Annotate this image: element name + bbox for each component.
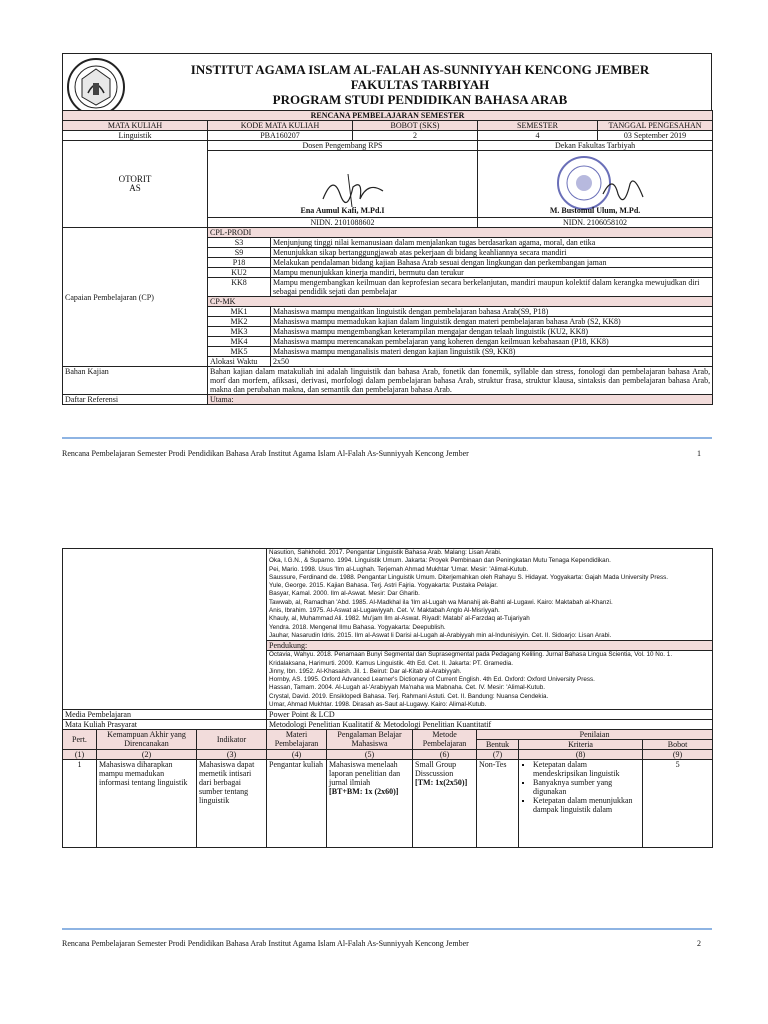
val-semester: 4 — [478, 131, 598, 141]
row-metode-time: [TM: 1x(2x50)] — [415, 778, 468, 788]
dekan-nidn: NIDN. 2106058102 — [478, 218, 713, 228]
col-num: (8) — [519, 750, 643, 760]
otoritas-label: OTORITAS — [63, 141, 208, 228]
rps-title: RENCANA PEMBELAJARAN SEMESTER — [63, 111, 713, 121]
reference-item: Kridalaksana, Harimurti. 2009. Kamus Linguistik. 4th Ed. Cet. II. Jakarta: PT. Gramedia. — [269, 659, 513, 667]
cpmk-text: Mahasiswa mampu merencanakan pembelajaran yang koheren dengan keilmuan kebahasaan (P18, KK8) — [271, 337, 713, 347]
reference-item: Khauly, al, Muhammad Ali. 1982. Mu'jam Ilm al-Aswat. Riyadl: Matabi' al-Farzdaq at-Tujariyah — [269, 615, 530, 623]
cpmk-text: Mahasiswa mampu memadukan kajian dalam linguistik dengan materi pembelajaran bahasa Arab (S2, KK8) — [271, 317, 713, 327]
reference-item: Umar, Ahmad Mukhtar. 1998. Dirasah as-Saut al-Lugawy. Kairo: Alimal-Kutub. — [269, 701, 487, 709]
col-kode: KODE MATA KULIAH — [208, 121, 353, 131]
list-item: ▪ Ketepatan dalam menunjukkan dampak linguistik dalam — [533, 796, 640, 814]
cpmk-code: MK4 — [208, 337, 271, 347]
cpl-code: S3 — [208, 238, 271, 248]
col-metode: Metode Pembelajaran — [413, 730, 477, 750]
row-bobot: 5 — [643, 760, 713, 848]
media-value: Power Point & LCD — [267, 710, 713, 720]
reference-item: Nasution, Sahkholid. 2017. Pengantar Linguistik Bahasa Arab. Malang: Lisan Arabi. — [269, 549, 502, 556]
row-metode — [413, 760, 477, 848]
header-title-3: PROGRAM STUDI PENDIDIKAN BAHASA ARAB — [272, 92, 568, 107]
col-bobot-penilaian: Bobot — [643, 740, 713, 750]
list-item: ▪ Ketepatan dalam mendeskripsikan linguistik — [533, 760, 640, 778]
cpl-text: Melakukan pendalaman bidang kajian Bahasa Arab sesuai dengan lingkungan dan perkembangan jaman — [271, 258, 713, 268]
cp-label: Capaian Pembelajaran (CP) — [63, 228, 208, 367]
signature-icon — [318, 169, 388, 209]
cpmk-text: Mahasiswa mampu menganalisis materi dengan kajian linguistik (S9, KK8) — [271, 347, 713, 357]
col-bentuk: Bentuk — [477, 740, 519, 750]
col-num: (4) — [267, 750, 327, 760]
cpl-code: KU2 — [208, 268, 271, 278]
col-pert: Pert. — [63, 730, 97, 750]
reference-item: Octavia, Wahyu. 2018. Penamaan Bunyi Segmental dan Suprasegmental pada Pedagang Keliling. Jurnal Bahasa Lingua Scientia, Vol. 10 No. 1. — [269, 651, 673, 659]
row-indikator: Mahasiswa dapat memetik intisari dari berbagai sumber tentang linguistik — [197, 760, 267, 848]
val-kode: PBA160207 — [208, 131, 353, 141]
col-kemampuan: Kemampuan Akhir yang Direncanakan — [97, 730, 197, 750]
reference-item: Yule, George. 2015. Kajian Bahasa. Terj. Astri Fajria. Yogyakarta: Pustaka Pelajar. — [269, 582, 498, 590]
refs-pendukung-list — [267, 651, 713, 710]
col-num: (1) — [63, 750, 97, 760]
cpl-text: Mampu menunjukkan kinerja mandiri, bermutu dan terukur — [271, 268, 713, 278]
signature-icon — [598, 169, 648, 209]
footer-text: Rencana Pembelajaran Semester Prodi Pendidikan Bahasa Arab Institut Agama Islam Al-Falah As-Sunniyyah Kencong Jember — [62, 939, 469, 948]
reference-item: Basyar, Kamal. 2000. Ilm al-Aswat. Mesir: Dar Gharib. — [269, 590, 420, 598]
dekan-signature-cell — [478, 151, 713, 218]
row-pengalaman-text: Mahasiswa menelaah laporan penelitian dan jurnal ilmiah — [329, 760, 401, 788]
reference-item: Saussure, Ferdinand de. 1988. Pengantar Linguistik Umum. Diterjemahkan oleh Rahayu S. Hidayat. Yogyakarta: Gajah Mada University Press. — [269, 573, 669, 581]
reference-item: Crystal, David. 2019. Ensiklopedi Bahasa. Terj. Rahmani Astuti. Cet. II. Bandung: Nuansa Cendekia. — [269, 692, 549, 700]
referensi-label: Daftar Referensi — [63, 395, 208, 405]
reference-item: Jinny, Ibn. 1952. Al-Khasaish. Jil. 1. Beirut: Dar al-Kitab al-Arabiyyah. — [269, 667, 462, 675]
col-materi: Materi Pembelajaran — [267, 730, 327, 750]
cpl-text: Mampu mengembangkan keilmuan dan keprofesian secara berkelanjutan, mandiri maupun kolektif dalam kerangka mewujudkan diri sebagai pendidik sejati dan pembelajar — [271, 278, 713, 297]
col-indikator: Indikator — [197, 730, 267, 750]
page-number: 1 — [697, 449, 701, 458]
row-pengalaman — [327, 760, 413, 848]
col-tanggal: TANGGAL PENGESAHAN — [598, 121, 713, 131]
table-row — [63, 760, 713, 848]
media-label: Media Pembelajaran — [63, 710, 267, 720]
dosen-name: Ena Aumul Kafi, M.Pd.I — [300, 206, 385, 215]
refs-utama-list — [267, 549, 713, 641]
list-item: ▪ Banyaknya sumber yang digunakan — [533, 778, 640, 796]
row-pengalaman-time: [BT+BM: 1x (2x60)] — [329, 787, 399, 797]
val-tanggal: 03 September 2019 — [598, 131, 713, 141]
cpl-prodi-heading: CPL-PRODI — [208, 228, 713, 238]
alokasi-label: Alokasi Waktu — [208, 357, 271, 367]
cpl-code: S9 — [208, 248, 271, 258]
page-number: 2 — [697, 939, 701, 948]
row-materi: Pengantar kuliah — [267, 760, 327, 848]
prasyarat-label: Mata Kuliah Prasyarat — [63, 720, 267, 730]
referensi-utama: Utama: — [208, 395, 713, 405]
dosen-signature-cell — [208, 151, 478, 218]
col-mata-kuliah: MATA KULIAH — [63, 121, 208, 131]
cpmk-code: MK5 — [208, 347, 271, 357]
col-pengalaman: Pengalaman Belajar Mahasiswa — [327, 730, 413, 750]
reference-item: Yendra. 2018. Mengenal Ilmu Bahasa. Yogyakarta: Deepublish. — [269, 623, 446, 631]
col-num: (7) — [477, 750, 519, 760]
reference-item: Pei, Mario. 1998. Usus 'Ilm al-Lughah. Terjemah Ahmad Mukhtar 'Umar. Mesir: 'Alimal-Kutub. — [269, 565, 528, 573]
cpl-text: Menunjukkan sikap bertanggungjawab atas pekerjaan di bidang keahliannya secara mandiri — [271, 248, 713, 258]
dosen-nidn: NIDN. 2101088602 — [208, 218, 478, 228]
header-title-1: INSTITUT AGAMA ISLAM AL-FALAH AS-SUNNIYYAH KENCONG JEMBER — [190, 62, 650, 77]
cpl-code: KK8 — [208, 278, 271, 297]
reference-item: Jauhar, Nasarudin Idris. 2015. Ilm al-Aswat li Darisi al-Lugah al-Arabiyyah min al-Indunisiyyin. Cet. II. Sidoarjo: Lisan Arabi. — [269, 631, 612, 639]
footer-divider — [62, 437, 712, 439]
dekan-heading: Dekan Fakultas Tarbiyah — [478, 141, 713, 151]
bahan-value: Bahan kajian dalam matakuliah ini adalah linguistik dan bahasa Arab, fonetik dan fonemik, syllable dan stress, fonologi dan pembelajaran bahasa Arab, morf dan morfem, afiksasi, derivasi, morfologi dalam pembelajaran bahasa Arab, struktur frasa, struktur klausa, sintaksis dan pembelajaran bahasa Arab, makna dan perubahan makna, dan semantik dan pembelajaran bahasa Arab. — [208, 367, 713, 395]
col-penilaian: Penilaian — [477, 730, 713, 740]
cpl-code: P18 — [208, 258, 271, 268]
footer-divider — [62, 928, 712, 930]
reference-item: Hornby, AS. 1995. Oxford Advanced Learner's Dictionary of Current English. 4th Ed. Oxford: Oxford University Press. — [269, 676, 595, 684]
val-bobot: 2 — [353, 131, 478, 141]
alokasi-value: 2x50 — [271, 357, 713, 367]
prasyarat-value: Metodologi Penelitian Kualitatif & Metodologi Penelitian Kuantitatif — [267, 720, 713, 730]
val-mata-kuliah: Linguistik — [63, 131, 208, 141]
col-bobot: BOBOT (SKS) — [353, 121, 478, 131]
dosen-heading: Dosen Pengembang RPS — [208, 141, 478, 151]
cpmk-text: Mahasiswa mampu mengembangkan keterampilan mengajar dengan telaah linguistik (KU2, KK8) — [271, 327, 713, 337]
col-num: (6) — [413, 750, 477, 760]
reference-item: Tawwab, al, Ramadhan 'Abd. 1985. Al-Madkhal ila 'Ilm al-Lugah wa Manahij ak-Bahti al-Lugawi. Kairo: Maktabah al-Khanzi. — [269, 598, 613, 606]
referensi-spacer — [63, 549, 267, 710]
cpmk-text: Mahasiswa mampu mengaitkan linguistik dengan pembelajaran bahasa Arab(S9, P18) — [271, 307, 713, 317]
reference-item: Oka, I.G.N., & Suparno. 1994. Linguistik Umum. Jakarta: Proyek Pembinaan dan Peningkatan Mutu Tenaga Kependidikan. — [269, 557, 611, 565]
col-num: (9) — [643, 750, 713, 760]
reference-item: Anis, Ibrahim. 1975. Al-Aswat al-Lugawiyyah. Cet. V. Maktabah Anglo Al-Misriyyah. — [269, 607, 500, 615]
cpmk-code: MK1 — [208, 307, 271, 317]
bahan-label: Bahan Kajian — [63, 367, 208, 395]
refs-pendukung-heading: Pendukung: — [267, 641, 713, 651]
row-kriteria — [519, 760, 643, 848]
col-num: (3) — [197, 750, 267, 760]
row-pert: 1 — [63, 760, 97, 848]
rps-table — [62, 110, 713, 405]
row-bentuk: Non-Tes — [477, 760, 519, 848]
header-title-2: FAKULTAS TARBIYAH — [350, 77, 490, 92]
col-num: (5) — [327, 750, 413, 760]
reference-item: Hassan, Tamam. 2004. Al-Lugah al-'Arabiyyah Ma'naha wa Mabnaha. Cet. IV. Mesir: 'Alimal-Kutub. — [269, 684, 545, 692]
cpmk-code: MK3 — [208, 327, 271, 337]
cpmk-code: MK2 — [208, 317, 271, 327]
dekan-name: M. Bustomul Ulum, M.Pd. — [549, 206, 641, 215]
rps-table-continued — [62, 548, 713, 848]
col-semester: SEMESTER — [478, 121, 598, 131]
cp-mk-heading: CP-MK — [208, 297, 713, 307]
col-num: (2) — [97, 750, 197, 760]
row-metode-text: Small Group Disscussion — [415, 760, 457, 779]
col-kriteria: Kriteria — [519, 740, 643, 750]
footer-text: Rencana Pembelajaran Semester Prodi Pendidikan Bahasa Arab Institut Agama Islam Al-Falah As-Sunniyyah Kencong Jember — [62, 449, 469, 458]
cpl-text: Menjunjung tinggi nilai kemanusiaan dalam menjalankan tugas berdasarkan agama, moral, dan etika — [271, 238, 713, 248]
row-kemampuan: Mahasiswa diharapkan mampu memadukan informasi tentang linguistik — [97, 760, 197, 848]
